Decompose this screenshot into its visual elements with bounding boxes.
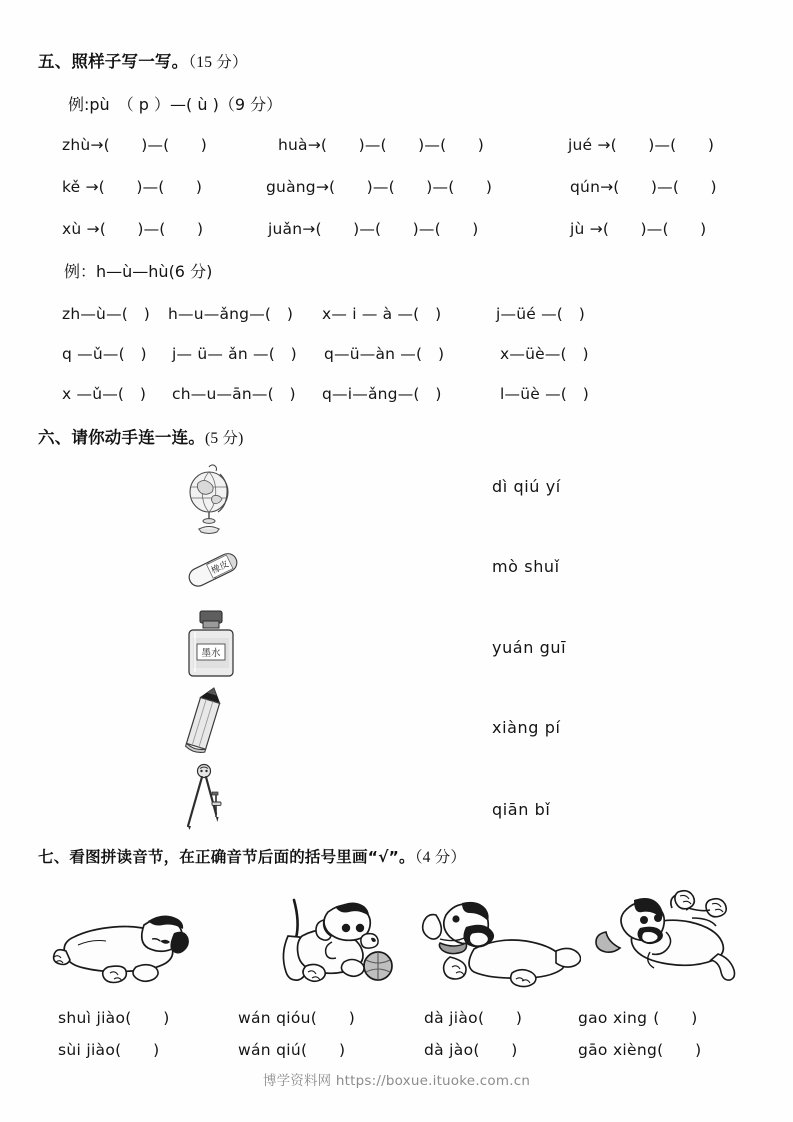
- blend-row-2-col-2[interactable]: j— ü— ǎn —( ): [172, 345, 297, 363]
- option-2a-text: wán qióu: [238, 1009, 311, 1027]
- section-6-points: (5 分): [205, 430, 244, 447]
- blend-row-1-col-2[interactable]: h—u—ǎng—( ): [168, 305, 294, 323]
- blend-row-1-col-3[interactable]: x— i — à —( ): [322, 305, 442, 323]
- section-7-title: 七、看图拼读音节，在正确音节后面的括号里画“√”。: [38, 848, 415, 866]
- option-4a[interactable]: [578, 1006, 698, 1028]
- compass-icon: [180, 762, 236, 832]
- globe-icon: [180, 463, 242, 535]
- ink-bottle-label: 墨水: [201, 648, 221, 659]
- blend-row-3-col-2[interactable]: ch—u—ān—( ): [172, 385, 296, 403]
- ink-bottle-picture[interactable]: [183, 608, 239, 685]
- blend-row-3-col-3[interactable]: q—i—ǎng—( ): [322, 385, 442, 403]
- exercise-row-3-col-2[interactable]: juǎn→( )—( )—( ): [268, 220, 479, 238]
- exercise-row-2-col-3[interactable]: qún→( )—( ): [570, 178, 717, 196]
- eraser-label: 橡皮: [210, 559, 231, 577]
- dog-sleeping-icon: [48, 895, 208, 993]
- section-5-title: 五、照样子写一写。: [38, 52, 189, 71]
- blend-row-2-col-4[interactable]: x—üè—( ): [500, 345, 589, 363]
- blend-row-2-col-3[interactable]: q—ü—àn —( ): [324, 345, 445, 363]
- option-4b[interactable]: [578, 1038, 701, 1060]
- option-3b-text: dà jào: [424, 1041, 474, 1059]
- exercise-row-3-col-3[interactable]: jù →( )—( ): [570, 220, 707, 238]
- section-7-points: （4 分）: [414, 849, 467, 866]
- exercise-row-1-col-3[interactable]: jué →( )—( ): [568, 136, 715, 154]
- dog-playing-ball-icon: [238, 890, 398, 994]
- globe-picture[interactable]: [180, 463, 242, 540]
- option-2a-paren[interactable]: ( ): [310, 1009, 356, 1027]
- option-2b-text: wán qiú: [238, 1041, 301, 1059]
- option-1b-paren[interactable]: ( ): [115, 1041, 160, 1059]
- section-6-title: 六、请你动手连一连。: [38, 428, 205, 447]
- dog-sleeping-picture[interactable]: [48, 895, 208, 998]
- pencil-picture[interactable]: [184, 685, 234, 762]
- option-4a-paren[interactable]: ( ): [653, 1009, 698, 1027]
- match-option-3[interactable]: yuán guī: [492, 638, 567, 657]
- exercise-row-1-col-1[interactable]: zhù→( )—( ): [62, 136, 208, 154]
- option-1a-paren[interactable]: ( ): [125, 1009, 170, 1027]
- option-3a-text: dà jiào: [424, 1009, 478, 1027]
- option-1b[interactable]: [58, 1038, 159, 1060]
- section-5-example-2: 例：h—ù—hù(6 分): [64, 262, 213, 281]
- option-3b[interactable]: [424, 1038, 518, 1060]
- eraser-picture[interactable]: [180, 545, 246, 602]
- match-option-2[interactable]: mò shuǐ: [492, 557, 560, 576]
- section-5-heading: [38, 48, 248, 72]
- exercise-row-2-col-1[interactable]: kě →( )—( ): [62, 178, 203, 196]
- blend-row-1-col-1[interactable]: zh—ù—( ): [62, 305, 150, 323]
- option-3a[interactable]: [424, 1006, 522, 1028]
- blend-row-3-col-1[interactable]: x —ǔ—( ): [62, 385, 147, 403]
- dog-happy-icon: [580, 888, 745, 993]
- match-option-1[interactable]: dì qiú yí: [492, 477, 561, 496]
- section-5-example-1: 例:pù （ p ）—( ù )（9 分）: [68, 95, 283, 114]
- watermark: 博学资料网 https://boxue.ituoke.com.cn: [262, 1073, 531, 1089]
- dog-happy-picture[interactable]: [580, 888, 745, 998]
- blend-row-2-col-1[interactable]: q —ǔ—( ): [62, 345, 147, 363]
- dog-barking-picture[interactable]: [416, 893, 581, 998]
- section-7-heading: [38, 845, 466, 867]
- exercise-row-3-col-1[interactable]: xù →( )—( ): [62, 220, 204, 238]
- section-5-points: （15 分）: [188, 54, 248, 71]
- option-1b-text: sùi jiào: [58, 1041, 116, 1059]
- option-2b-paren[interactable]: ( ): [301, 1041, 346, 1059]
- option-3b-paren[interactable]: ( ): [473, 1041, 518, 1059]
- pencil-icon: [184, 685, 234, 757]
- option-3a-paren[interactable]: ( ): [477, 1009, 523, 1027]
- section-6-heading: [38, 424, 243, 448]
- blend-row-1-col-4[interactable]: j—üé —( ): [496, 305, 585, 323]
- option-2b[interactable]: [238, 1038, 345, 1060]
- option-2a[interactable]: [238, 1006, 355, 1028]
- ink-bottle-icon: [183, 608, 239, 680]
- blend-row-3-col-4[interactable]: l—üè —( ): [500, 385, 589, 403]
- exercise-row-1-col-2[interactable]: huà→( )—( )—( ): [278, 136, 485, 154]
- dog-playing-ball-picture[interactable]: [238, 890, 398, 999]
- dog-barking-icon: [416, 893, 581, 993]
- eraser-icon: [180, 545, 246, 597]
- option-4b-text: gāo xièng: [578, 1041, 658, 1059]
- match-option-5[interactable]: qiān bǐ: [492, 800, 551, 819]
- option-4b-paren[interactable]: ( ): [657, 1041, 702, 1059]
- option-1a[interactable]: [58, 1006, 170, 1028]
- exercise-row-2-col-2[interactable]: guàng→( )—( )—( ): [266, 178, 493, 196]
- match-option-4[interactable]: xiàng pí: [492, 718, 561, 737]
- compass-picture[interactable]: [180, 762, 236, 837]
- option-1a-text: shuì jiào: [58, 1009, 126, 1027]
- option-4a-text: gao xing: [578, 1009, 648, 1027]
